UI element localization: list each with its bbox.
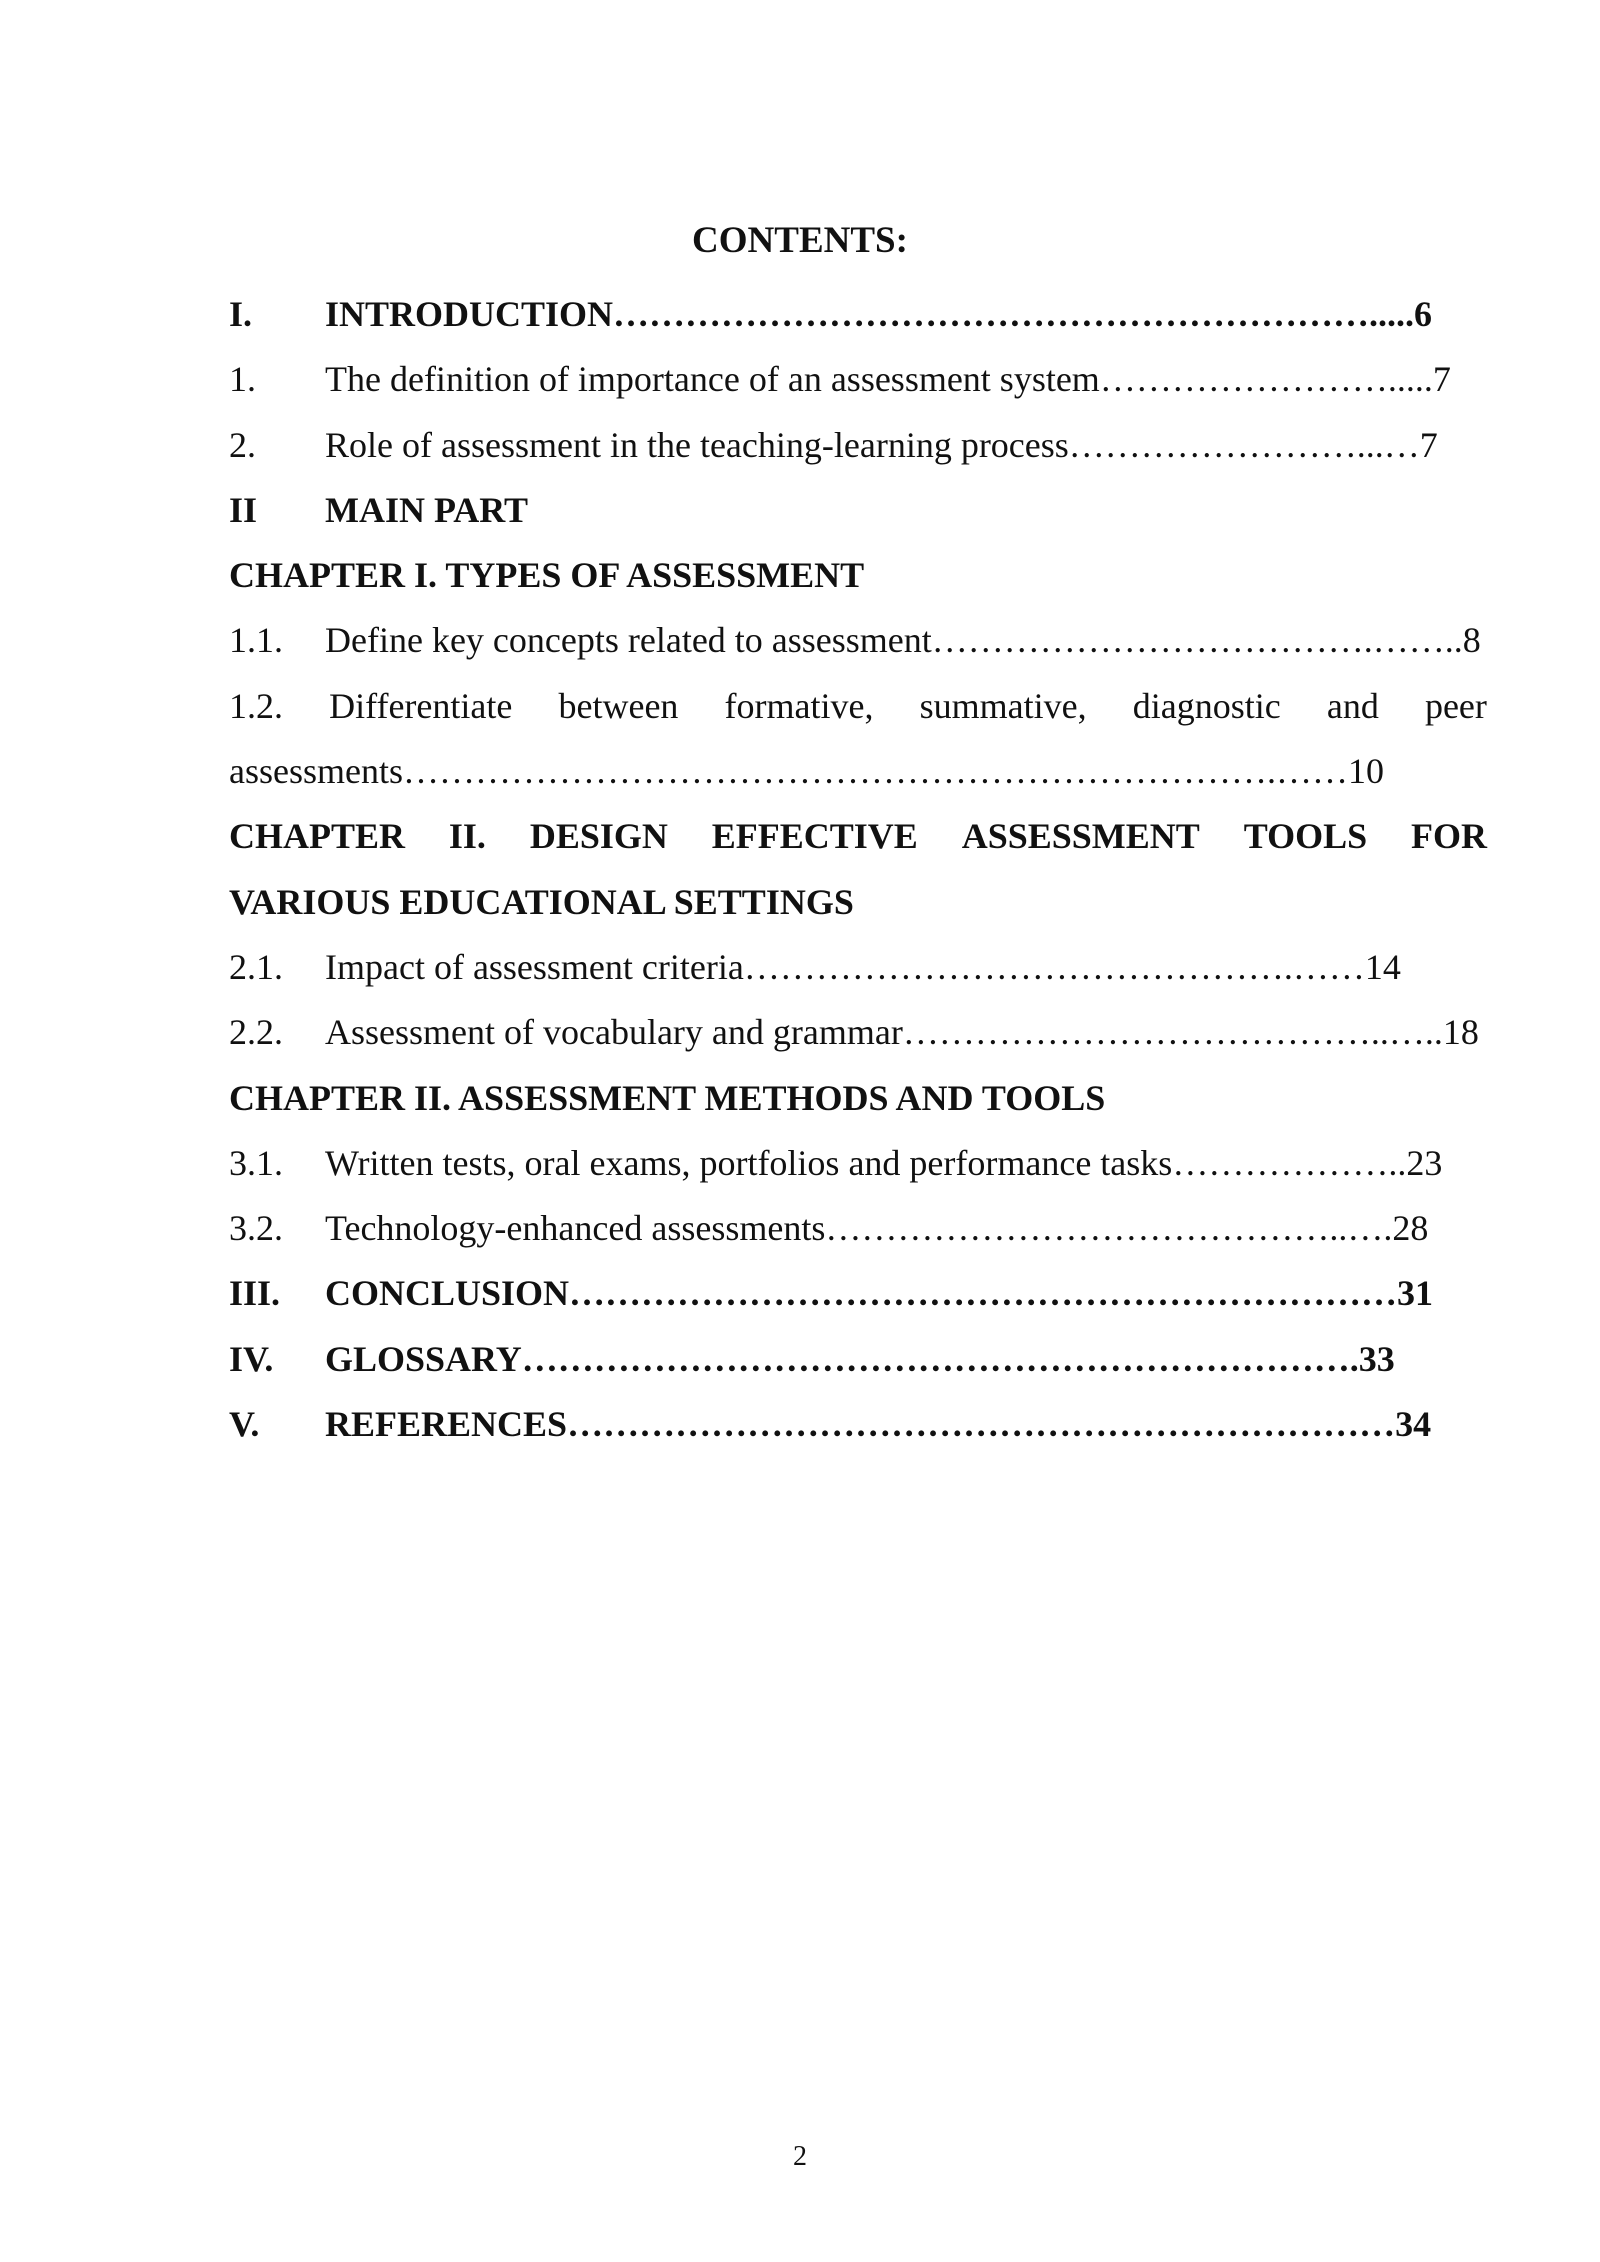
- toc-entry-introduction: [229, 282, 1487, 347]
- toc-entry-title: assessments: [229, 751, 403, 792]
- toc-page-number: ...…7: [1356, 424, 1438, 465]
- toc-entry-3-1: [229, 1131, 1487, 1196]
- toc-word: FOR: [1411, 816, 1487, 857]
- toc-leader-dots: ……………………: [1099, 359, 1388, 400]
- toc-entry-title: Define key concepts related to assessment: [325, 620, 932, 661]
- toc-leader-dots: ………………………………………: [743, 946, 1284, 987]
- toc-entry-title: VARIOUS EDUCATIONAL SETTINGS: [229, 881, 854, 922]
- toc-entry-title: Impact of assessment criteria: [325, 946, 744, 987]
- toc-page-number: .33: [1349, 1338, 1395, 1379]
- toc-entry-number: 1.: [229, 359, 256, 400]
- toc-entry-number: 2.1.: [229, 946, 283, 987]
- toc-entry-number: 3.1.: [229, 1142, 283, 1183]
- toc-leader-dots: …………………………………: [902, 1012, 1371, 1053]
- toc-page-number: 31: [1397, 1273, 1434, 1314]
- toc-entry-main-part: [229, 478, 1487, 543]
- toc-word: Differentiate: [329, 685, 513, 726]
- toc-entry-definition: [229, 347, 1487, 412]
- toc-entry-title: CONCLUSION: [325, 1273, 570, 1314]
- toc-chapter-2-heading-line-1: [229, 804, 1487, 869]
- toc-word: II.: [448, 816, 486, 857]
- toc-entry-number: I.: [229, 294, 253, 334]
- toc-chapter-2-heading-line-2: [229, 870, 1487, 935]
- toc-entry-number: 2.: [229, 424, 256, 465]
- toc-word: 1.2.: [229, 685, 283, 726]
- toc-word: DESIGN: [529, 816, 668, 857]
- toc-page-number: ..23: [1388, 1142, 1443, 1183]
- toc-entry-title: Assessment of vocabulary and grammar: [325, 1012, 903, 1053]
- toc-page-number: .……14: [1283, 946, 1401, 987]
- toc-entry-title: INTRODUCTION: [325, 294, 614, 334]
- toc-word: peer: [1424, 685, 1487, 726]
- toc-leader-dots: ……………………………………………………………: [567, 1404, 1396, 1445]
- toc-entry-number: III.: [229, 1273, 281, 1314]
- toc-leader-dots: ……………………………………………………………: [569, 1273, 1398, 1314]
- toc-leader-dots: ………………: [1172, 1142, 1389, 1183]
- toc-chapter-3-heading: [229, 1066, 1487, 1131]
- toc-word: summative,: [919, 685, 1087, 726]
- toc-entry-number: 1.1.: [229, 620, 283, 661]
- toc-page-number: .……10: [1267, 751, 1384, 792]
- toc-leader-dots: ……………………: [1068, 424, 1357, 465]
- toc-entry-number: V.: [229, 1404, 260, 1445]
- contents-heading: CONTENTS:: [692, 220, 908, 261]
- toc-page-number: .....7: [1387, 359, 1451, 400]
- toc-page-number: ..….28: [1329, 1208, 1429, 1249]
- toc-word: EFFECTIVE: [711, 816, 918, 857]
- toc-entry-conclusion: [229, 1261, 1487, 1326]
- toc-entry-title: Role of assessment in the teaching-learning process: [325, 424, 1069, 465]
- toc-entry-title: CHAPTER I. TYPES OF ASSESSMENT: [229, 555, 865, 596]
- toc-page-number: .....6: [1369, 294, 1433, 334]
- toc-leader-dots: ……………………………………: [825, 1208, 1330, 1249]
- toc-word: TOOLS: [1243, 816, 1368, 857]
- toc-leader-dots: ……………………………………………………………: [521, 1338, 1350, 1379]
- toc-entry-title: REFERENCES: [325, 1404, 568, 1445]
- toc-page-number: ..…..18: [1370, 1012, 1479, 1053]
- toc-entry-title: GLOSSARY: [325, 1338, 522, 1379]
- toc-word: CHAPTER: [229, 816, 406, 857]
- toc-entry-title: The definition of importance of an assessment system: [325, 359, 1100, 400]
- toc-entry-title: MAIN PART: [325, 489, 529, 530]
- toc-entry-title: CHAPTER II. ASSESSMENT METHODS AND TOOLS: [229, 1077, 1106, 1118]
- toc-word: ASSESSMENT: [961, 816, 1200, 857]
- toc-entry-2-2: [229, 1000, 1487, 1065]
- toc-word: formative,: [724, 685, 874, 726]
- toc-leader-dots: ………………………………………………………………: [403, 751, 1267, 792]
- toc-entry-title: Written tests, oral exams, portfolios and performance tasks: [325, 1142, 1173, 1183]
- toc-entry-number: IV.: [229, 1338, 274, 1379]
- toc-entry-title: Technology-enhanced assessments: [325, 1208, 826, 1249]
- toc-word: and: [1326, 685, 1379, 726]
- toc-leader-dots: ………………………………………………………: [613, 294, 1370, 334]
- toc-page-number: 34: [1395, 1404, 1432, 1445]
- toc-word: diagnostic: [1132, 685, 1281, 726]
- toc-entry-number: 2.2.: [229, 1012, 283, 1053]
- toc-entry-3-2: [229, 1196, 1487, 1261]
- table-of-contents: [229, 282, 1487, 1457]
- toc-entry-references: [229, 1392, 1487, 1457]
- toc-entry-number: 3.2.: [229, 1208, 283, 1249]
- toc-page-number: .……..8: [1363, 620, 1481, 661]
- toc-leader-dots: ………………………………: [931, 620, 1364, 661]
- toc-chapter-1-heading: [229, 543, 1487, 608]
- page-number: 2: [793, 2141, 807, 2172]
- toc-entry-1-2-line-1: [229, 674, 1487, 739]
- toc-entry-1-1: [229, 608, 1487, 673]
- toc-entry-glossary: [229, 1327, 1487, 1392]
- toc-entry-number: II: [229, 489, 258, 530]
- toc-entry-role: [229, 413, 1487, 478]
- toc-word: between: [558, 685, 679, 726]
- toc-entry-2-1: [229, 935, 1487, 1000]
- toc-entry-1-2-line-2: [229, 739, 1487, 804]
